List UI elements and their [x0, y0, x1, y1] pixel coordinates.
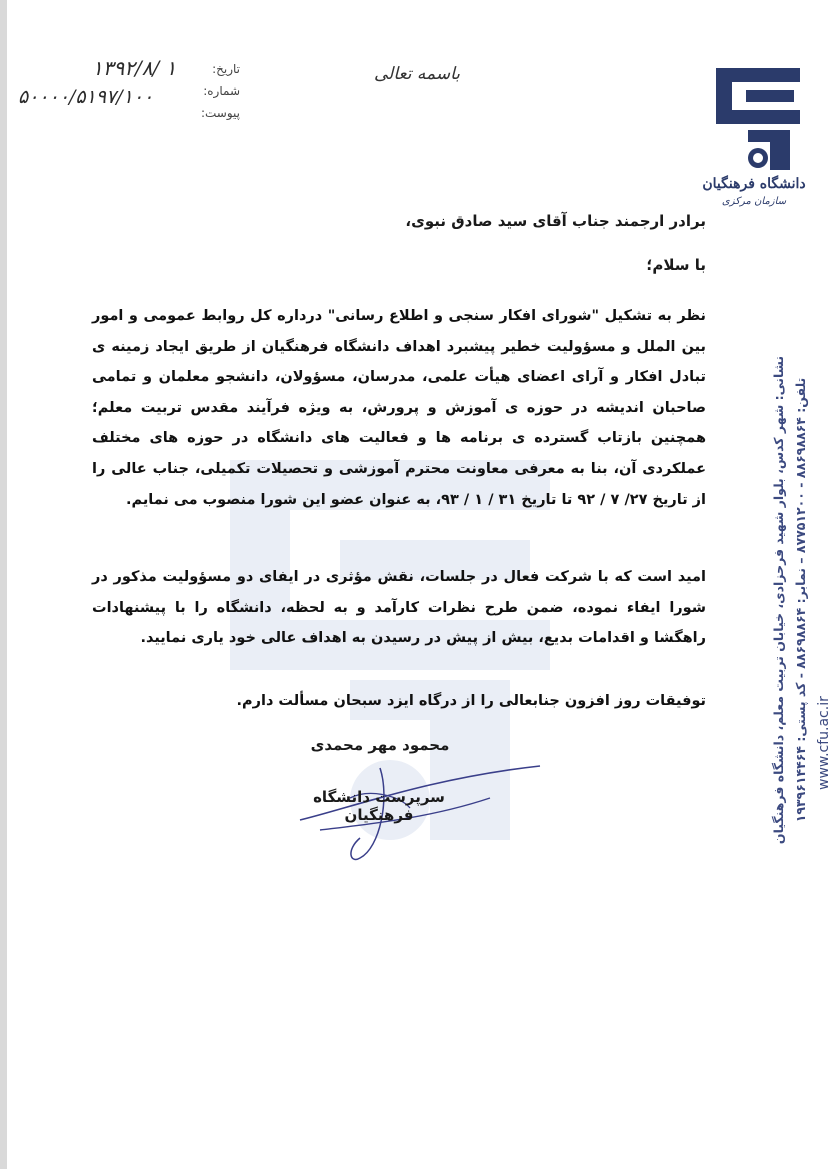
date-label: تاریخ:: [212, 62, 240, 76]
number-label: شماره:: [203, 84, 240, 98]
address-text: نشانی: شهر کدس، بلوار شهید فرحزادی، خیابان تربیت معلم، دانشگاه فرهنگیان: [771, 355, 786, 845]
attachment-label: پیوست:: [200, 106, 240, 120]
signer-title: سرپرست دانشگاه فرهنگیان: [313, 788, 445, 824]
greeting-line: با سلام؛: [646, 256, 706, 274]
number-value: ۵۰۰۰۰/۵۱۹۷/۱۰۰: [18, 86, 154, 108]
website-link[interactable]: www.cfu.ac.ir: [816, 696, 832, 790]
organization-subtitle: سازمان مرکزی: [721, 196, 787, 207]
body-paragraph-2: امید است که با شرکت فعال در جلسات، نقش مؤثری در ایفای دو مسؤولیت مذکور در شورا ایفاء نموده، ضمن طرح نظرات کارآمد و به لحظه، دانشگاه را با پیشنهادات راهگشا و اقدامات بدیع، بیش از پیش در رسیدن به اهداف عالی خود یاری نمایید.: [92, 569, 706, 647]
scan-edge: [0, 0, 7, 1169]
organization-name: دانشگاه فرهنگیان: [702, 176, 806, 192]
blessing-header: باسمه تعالی: [374, 64, 460, 84]
body-paragraph-1: نظر به تشکیل "شورای افکار سنجی و اطلاع رسانی" درداره کل روابط عمومی و امور بین الملل و مسؤولیت خطیر پیشبرد اهداف دانشگاه فرهنگیان از طریق ایجاد زمینه ی تبادل افکار و آرای اعضای هیأت علمی، مدرسان، مسؤولان، دانشجو معلمان و تمامی صاحبان اندیشه در حوزه ی آموزش و پرورش، به ویژه فرآیند مقدس تربیت معلم؛ همچنین بازتاب گسترده ی برنامه ها و فعالیت های دانشگاه در حوزه های مختلف عملکردی آن، بنا به معرفی معاونت محترم آموزشی و تحصیلات تکمیلی، جناب عالی را از تاریخ ۲۷/ ۷ / ۹۲ تا تاریخ ۳۱ / ۱ / ۹۳، به عنوان عضو این شورا منصوب می نمایم.: [92, 308, 706, 508]
date-value: ۱۳۹۲/۸/ ۱: [92, 56, 177, 80]
signer-name: محمود مهر محمدی: [310, 736, 450, 754]
university-logo-icon: [708, 58, 808, 178]
address-block: [768, 250, 832, 950]
phone-text: تلفن: ۸۸۶۹۸۸۶۴ - ۸۷۷۵۱۲۰۰ – نمابر: ۸۸۶۹۸۸۶۴ - کد پستی: ۱۹۳۹۶۱۴۴۶۴: [793, 377, 808, 823]
recipient-line: برادر ارجمند جناب آقای سید صادق نبوی،: [405, 212, 706, 230]
letter-meta: [180, 58, 240, 124]
body-paragraph-3: توفیقات روز افزون جنابعالی را از درگاه ایزد سبحان مسألت دارم.: [236, 693, 706, 709]
